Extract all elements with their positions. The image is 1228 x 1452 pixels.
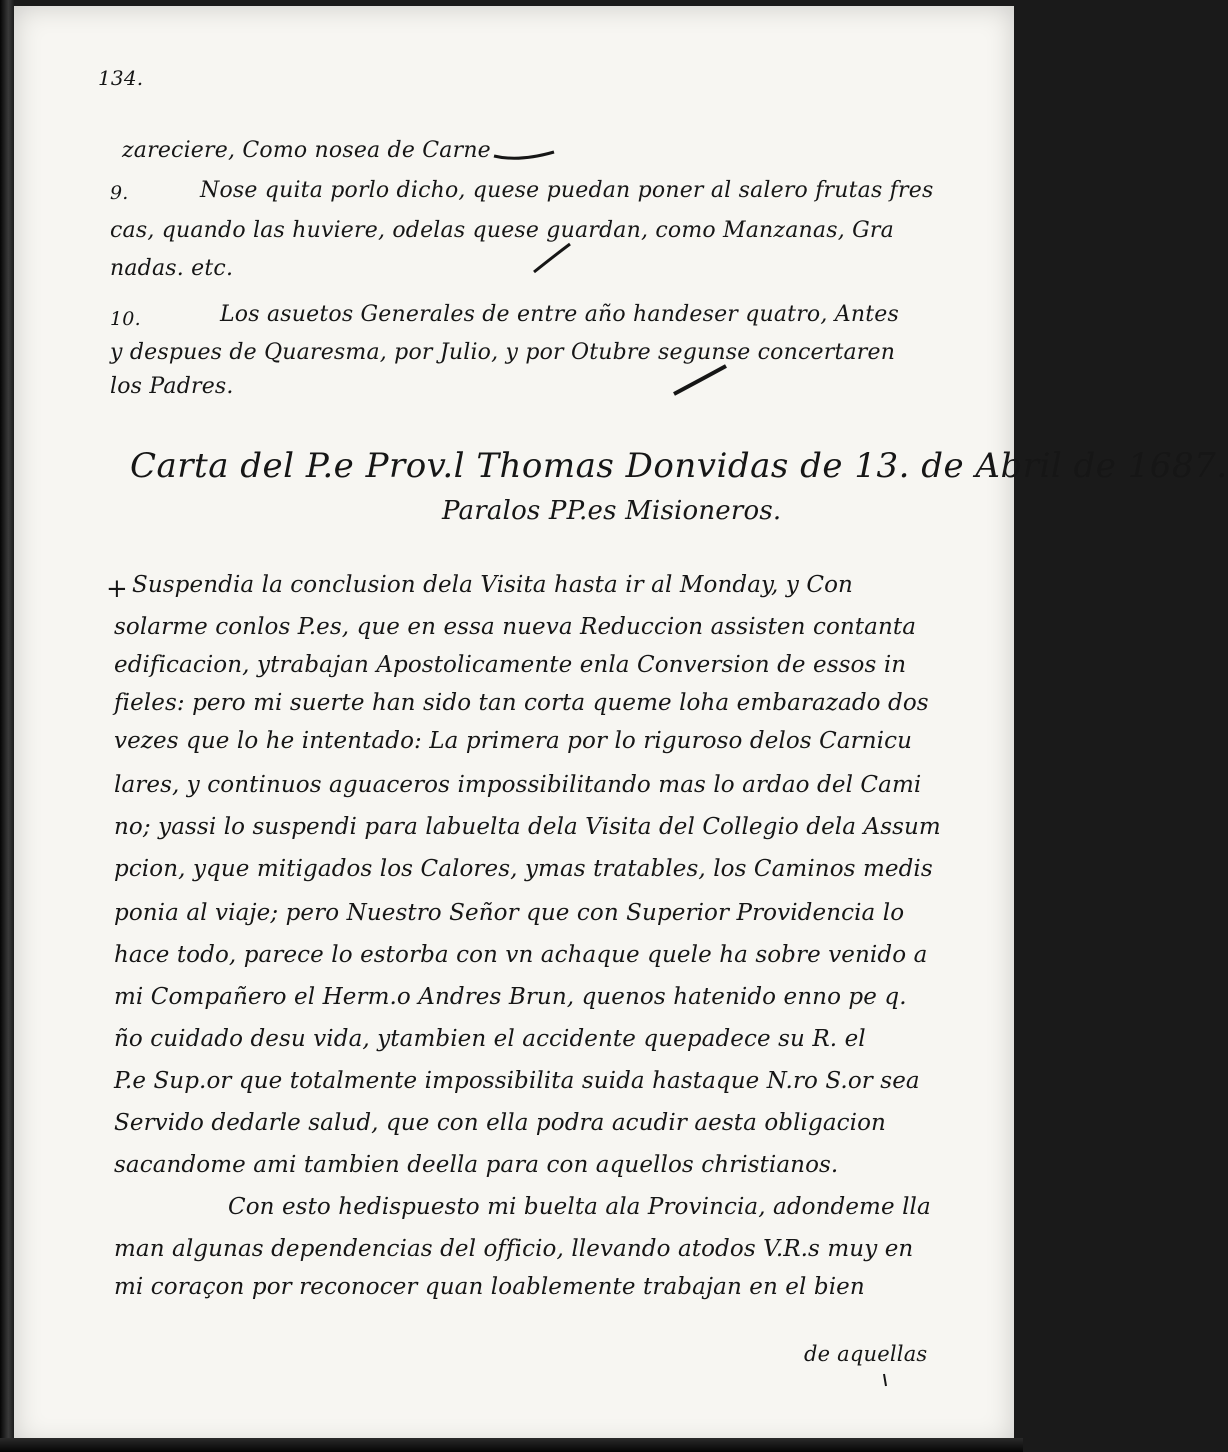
- text-line: Nose quita porlo dicho, quese puedan poner al salero frutas fres: [200, 178, 934, 203]
- text-line: cas, quando las huviere, odelas quese guardan, como Manzanas, Gra: [110, 218, 894, 243]
- folio-number: 134.: [98, 66, 144, 90]
- letter-line: solarme conlos P.es, que en essa nueva Reduccion assisten contanta: [114, 614, 917, 640]
- text-line: y despues de Quaresma, por Julio, y por Otubre segunse concertaren: [110, 340, 896, 365]
- letter-line: no; yassi lo suspendi para labuelta dela Visita del Collegio dela Assum: [114, 814, 941, 840]
- letter-line: sacandome ami tambien deella para con aquellos christianos.: [114, 1152, 839, 1178]
- ink-flourishes: [14, 6, 1014, 1446]
- letter-line: mi Compañero el Herm.o Andres Brun, quenos hatenido enno pe q.: [114, 984, 907, 1010]
- letter-subheading: Paralos PP.es Misioneros.: [442, 496, 782, 526]
- letter-line: man algunas dependencias del officio, llevando atodos V.R.s muy en: [114, 1236, 914, 1262]
- manuscript-page: [14, 6, 1228, 1446]
- letter-line: ño cuidado desu vida, ytambien el accidente quepadece su R. el: [114, 1026, 866, 1052]
- letter-line: mi coraçon por reconocer quan loablemente trabajan en el bien: [114, 1274, 865, 1300]
- letter-line: lares, y continuos aguaceros impossibilitando mas lo ardao del Cami: [114, 772, 922, 798]
- text-line: Los asuetos Generales de entre año handeser quatro, Antes: [220, 302, 899, 327]
- letter-heading: Carta del P.e Prov.l Thomas Donvidas de 13. de Abril de 1687.: [130, 446, 1228, 486]
- catchword: de aquellas: [804, 1342, 928, 1366]
- item-number: 10.: [110, 308, 141, 330]
- scan-left-edge: [0, 0, 14, 1452]
- text-line: nadas. etc.: [110, 256, 234, 281]
- letter-line: Suspendia la conclusion dela Visita hasta ir al Monday, y Con: [132, 572, 853, 598]
- letter-line: fieles: pero mi suerte han sido tan corta queme loha embarazado dos: [114, 690, 929, 716]
- item-number: 9.: [110, 182, 129, 204]
- letter-line: pcion, yque mitigados los Calores, ymas tratables, los Caminos medis: [114, 856, 933, 882]
- letter-line: P.e Sup.or que totalmente impossibilita suida hastaque N.ro S.or sea: [114, 1068, 920, 1094]
- letter-line: Servido dedarle salud, que con ella podra acudir aesta obligacion: [114, 1110, 886, 1136]
- text-line: los Padres.: [110, 374, 234, 399]
- text-line: zareciere, Como nosea de Carne: [122, 138, 491, 163]
- letter-line: hace todo, parece lo estorba con vn achaque quele ha sobre venido a: [114, 942, 928, 968]
- letter-line: vezes que lo he intentado: La primera por lo riguroso delos Carnicu: [114, 728, 912, 754]
- cross-mark: +: [106, 574, 128, 604]
- scan-bottom-edge: [0, 1438, 1023, 1452]
- letter-line: Con esto hedispuesto mi buelta ala Provincia, adondeme lla: [228, 1194, 931, 1220]
- letter-line: ponia al viaje; pero Nuestro Señor que con Superior Providencia lo: [114, 900, 905, 926]
- letter-line: edificacion, ytrabajan Apostolicamente enla Conversion de essos in: [114, 652, 907, 678]
